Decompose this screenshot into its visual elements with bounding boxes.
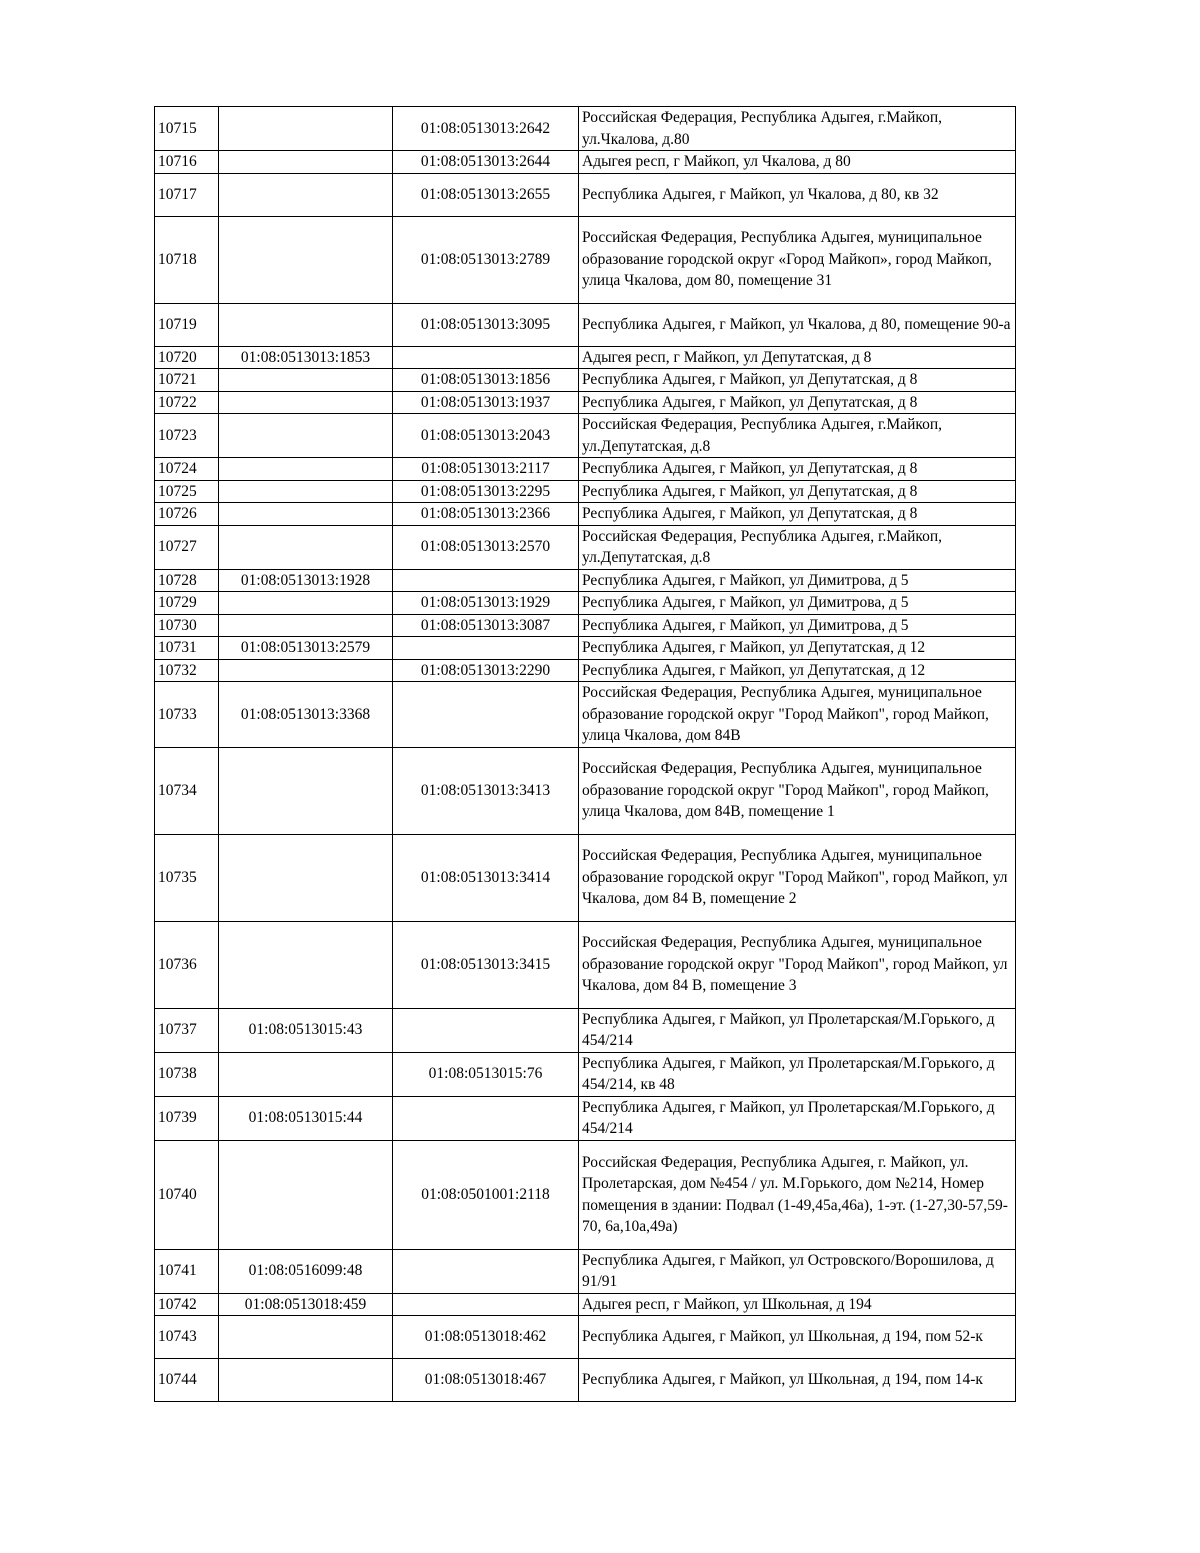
object-cadastral-cell (393, 682, 579, 748)
land-cadastral-cell (219, 592, 393, 615)
row-number-cell: 10736 (155, 921, 219, 1008)
table-row (155, 659, 1016, 682)
object-cadastral-cell: 01:08:0513013:2642 (393, 107, 579, 151)
address-cell: Российская Федерация, Республика Адыгея, г. Майкоп, ул. Пролетарская, дом №454 / ул. М.Горького, дом №214, Номер помещения в здании: Подвал (1-49,45а,46а), 1-эт. (1-27,30-57,59-70, 6а,10а,49а) (579, 1140, 1016, 1249)
row-number-cell: 10727 (155, 525, 219, 569)
row-number-cell: 10719 (155, 303, 219, 346)
address-cell: Республика Адыгея, г Майкоп, ул Пролетарская/М.Горького, д 454/214, кв 48 (579, 1052, 1016, 1096)
table-body (155, 107, 1016, 1402)
object-cadastral-cell: 01:08:0513013:3087 (393, 614, 579, 637)
land-cadastral-cell (219, 391, 393, 414)
land-cadastral-cell (219, 480, 393, 503)
property-table (154, 106, 1016, 1402)
object-cadastral-cell: 01:08:0513018:467 (393, 1359, 579, 1402)
land-cadastral-cell (219, 921, 393, 1008)
row-number-cell: 10726 (155, 503, 219, 526)
land-cadastral-cell (219, 614, 393, 637)
address-cell: Российская Федерация, Республика Адыгея, г.Майкоп, ул.Депутатская, д.8 (579, 525, 1016, 569)
table-row (155, 1316, 1016, 1359)
land-cadastral-cell (219, 107, 393, 151)
row-number-cell: 10722 (155, 391, 219, 414)
row-number-cell: 10732 (155, 659, 219, 682)
row-number-cell: 10720 (155, 346, 219, 369)
address-cell: Республика Адыгея, г Майкоп, ул Пролетарская/М.Горького, д 454/214 (579, 1008, 1016, 1052)
address-cell: Российская Федерация, Республика Адыгея, муниципальное образование городской округ "Город Майкоп", город Майкоп, ул Чкалова, дом 84 В, помещение 2 (579, 834, 1016, 921)
address-cell: Республика Адыгея, г Майкоп, ул Депутатская, д 8 (579, 480, 1016, 503)
object-cadastral-cell: 01:08:0513013:2789 (393, 216, 579, 303)
address-cell: Республика Адыгея, г Майкоп, ул Школьная, д 194, пом 52-к (579, 1316, 1016, 1359)
object-cadastral-cell: 01:08:0513013:2644 (393, 151, 579, 174)
table-row (155, 1293, 1016, 1316)
land-cadastral-cell: 01:08:0513013:3368 (219, 682, 393, 748)
table-row (155, 216, 1016, 303)
row-number-cell: 10729 (155, 592, 219, 615)
address-cell: Республика Адыгея, г Майкоп, ул Депутатская, д 8 (579, 369, 1016, 392)
address-cell: Российская Федерация, Республика Адыгея, г.Майкоп, ул.Чкалова, д.80 (579, 107, 1016, 151)
row-number-cell: 10741 (155, 1249, 219, 1293)
table-row (155, 303, 1016, 346)
row-number-cell: 10742 (155, 1293, 219, 1316)
table-row (155, 747, 1016, 834)
address-cell: Республика Адыгея, г Майкоп, ул Димитрова, д 5 (579, 569, 1016, 592)
address-cell: Республика Адыгея, г Майкоп, ул Островского/Ворошилова, д 91/91 (579, 1249, 1016, 1293)
address-cell: Республика Адыгея, г Майкоп, ул Пролетарская/М.Горького, д 454/214 (579, 1096, 1016, 1140)
address-cell: Республика Адыгея, г Майкоп, ул Чкалова, д 80, помещение 90-а (579, 303, 1016, 346)
table-row (155, 1359, 1016, 1402)
address-cell: Республика Адыгея, г Майкоп, ул Школьная, д 194, пом 14-к (579, 1359, 1016, 1402)
object-cadastral-cell (393, 1293, 579, 1316)
object-cadastral-cell: 01:08:0513013:3413 (393, 747, 579, 834)
land-cadastral-cell (219, 503, 393, 526)
land-cadastral-cell (219, 1140, 393, 1249)
address-cell: Адыгея респ, г Майкоп, ул Чкалова, д 80 (579, 151, 1016, 174)
land-cadastral-cell (219, 1316, 393, 1359)
object-cadastral-cell: 01:08:0513013:2117 (393, 458, 579, 481)
table-row (155, 569, 1016, 592)
row-number-cell: 10718 (155, 216, 219, 303)
row-number-cell: 10738 (155, 1052, 219, 1096)
object-cadastral-cell: 01:08:0513013:2295 (393, 480, 579, 503)
address-cell: Республика Адыгея, г Майкоп, ул Димитрова, д 5 (579, 614, 1016, 637)
object-cadastral-cell: 01:08:0513015:76 (393, 1052, 579, 1096)
object-cadastral-cell: 01:08:0513013:3415 (393, 921, 579, 1008)
object-cadastral-cell: 01:08:0513013:1856 (393, 369, 579, 392)
table-row (155, 525, 1016, 569)
land-cadastral-cell: 01:08:0516099:48 (219, 1249, 393, 1293)
address-cell: Республика Адыгея, г Майкоп, ул Депутатская, д 8 (579, 458, 1016, 481)
table-row (155, 107, 1016, 151)
row-number-cell: 10728 (155, 569, 219, 592)
table-row (155, 637, 1016, 660)
table-row (155, 346, 1016, 369)
row-number-cell: 10735 (155, 834, 219, 921)
table-row (155, 1140, 1016, 1249)
address-cell: Республика Адыгея, г Майкоп, ул Чкалова, д 80, кв 32 (579, 173, 1016, 216)
land-cadastral-cell (219, 525, 393, 569)
table-row (155, 682, 1016, 748)
table-row (155, 391, 1016, 414)
address-cell: Адыгея респ, г Майкоп, ул Депутатская, д 8 (579, 346, 1016, 369)
object-cadastral-cell: 01:08:0513013:2655 (393, 173, 579, 216)
land-cadastral-cell (219, 659, 393, 682)
table-row (155, 503, 1016, 526)
land-cadastral-cell: 01:08:0513013:1853 (219, 346, 393, 369)
row-number-cell: 10716 (155, 151, 219, 174)
land-cadastral-cell (219, 1359, 393, 1402)
land-cadastral-cell: 01:08:0513015:44 (219, 1096, 393, 1140)
land-cadastral-cell (219, 834, 393, 921)
address-cell: Республика Адыгея, г Майкоп, ул Депутатская, д 8 (579, 503, 1016, 526)
object-cadastral-cell: 01:08:0501001:2118 (393, 1140, 579, 1249)
table-row (155, 1249, 1016, 1293)
object-cadastral-cell: 01:08:0513013:2043 (393, 414, 579, 458)
object-cadastral-cell: 01:08:0513013:3095 (393, 303, 579, 346)
land-cadastral-cell (219, 303, 393, 346)
object-cadastral-cell: 01:08:0513018:462 (393, 1316, 579, 1359)
row-number-cell: 10723 (155, 414, 219, 458)
object-cadastral-cell (393, 1096, 579, 1140)
land-cadastral-cell (219, 458, 393, 481)
object-cadastral-cell: 01:08:0513013:3414 (393, 834, 579, 921)
address-cell: Республика Адыгея, г Майкоп, ул Депутатская, д 12 (579, 637, 1016, 660)
land-cadastral-cell: 01:08:0513013:2579 (219, 637, 393, 660)
land-cadastral-cell (219, 369, 393, 392)
table-row (155, 414, 1016, 458)
address-cell: Адыгея респ, г Майкоп, ул Школьная, д 194 (579, 1293, 1016, 1316)
row-number-cell: 10744 (155, 1359, 219, 1402)
land-cadastral-cell: 01:08:0513018:459 (219, 1293, 393, 1316)
land-cadastral-cell: 01:08:0513015:43 (219, 1008, 393, 1052)
land-cadastral-cell: 01:08:0513013:1928 (219, 569, 393, 592)
address-cell: Российская Федерация, Республика Адыгея, муниципальное образование городской округ "Город Майкоп", город Майкоп, улица Чкалова, дом 84В (579, 682, 1016, 748)
row-number-cell: 10731 (155, 637, 219, 660)
row-number-cell: 10715 (155, 107, 219, 151)
row-number-cell: 10737 (155, 1008, 219, 1052)
address-cell: Российская Федерация, Республика Адыгея, муниципальное образование городской округ «Город Майкоп», город Майкоп, улица Чкалова, дом 80, помещение 31 (579, 216, 1016, 303)
address-cell: Республика Адыгея, г Майкоп, ул Депутатская, д 8 (579, 391, 1016, 414)
land-cadastral-cell (219, 414, 393, 458)
row-number-cell: 10740 (155, 1140, 219, 1249)
object-cadastral-cell: 01:08:0513013:1937 (393, 391, 579, 414)
address-cell: Российская Федерация, Республика Адыгея, муниципальное образование городской округ "Город Майкоп", город Майкоп, улица Чкалова, дом 84В, помещение 1 (579, 747, 1016, 834)
object-cadastral-cell (393, 1008, 579, 1052)
row-number-cell: 10721 (155, 369, 219, 392)
table-row (155, 369, 1016, 392)
address-cell: Российская Федерация, Республика Адыгея, муниципальное образование городской округ "Город Майкоп", город Майкоп, ул Чкалова, дом 84 В, помещение 3 (579, 921, 1016, 1008)
table-row (155, 834, 1016, 921)
land-cadastral-cell (219, 216, 393, 303)
row-number-cell: 10717 (155, 173, 219, 216)
land-cadastral-cell (219, 747, 393, 834)
object-cadastral-cell: 01:08:0513013:2366 (393, 503, 579, 526)
table-row (155, 151, 1016, 174)
row-number-cell: 10733 (155, 682, 219, 748)
object-cadastral-cell (393, 346, 579, 369)
land-cadastral-cell (219, 151, 393, 174)
object-cadastral-cell: 01:08:0513013:2570 (393, 525, 579, 569)
land-cadastral-cell (219, 1052, 393, 1096)
row-number-cell: 10743 (155, 1316, 219, 1359)
row-number-cell: 10734 (155, 747, 219, 834)
object-cadastral-cell: 01:08:0513013:1929 (393, 592, 579, 615)
row-number-cell: 10724 (155, 458, 219, 481)
table-row (155, 480, 1016, 503)
land-cadastral-cell (219, 173, 393, 216)
table-row (155, 1008, 1016, 1052)
address-cell: Российская Федерация, Республика Адыгея, г.Майкоп, ул.Депутатская, д.8 (579, 414, 1016, 458)
row-number-cell: 10739 (155, 1096, 219, 1140)
table-row (155, 921, 1016, 1008)
object-cadastral-cell (393, 637, 579, 660)
table-row (155, 614, 1016, 637)
address-cell: Республика Адыгея, г Майкоп, ул Димитрова, д 5 (579, 592, 1016, 615)
object-cadastral-cell (393, 1249, 579, 1293)
object-cadastral-cell: 01:08:0513013:2290 (393, 659, 579, 682)
address-cell: Республика Адыгея, г Майкоп, ул Депутатская, д 12 (579, 659, 1016, 682)
table-row (155, 173, 1016, 216)
row-number-cell: 10725 (155, 480, 219, 503)
row-number-cell: 10730 (155, 614, 219, 637)
table-row (155, 592, 1016, 615)
table-row (155, 1052, 1016, 1096)
table-row (155, 458, 1016, 481)
table-row (155, 1096, 1016, 1140)
object-cadastral-cell (393, 569, 579, 592)
